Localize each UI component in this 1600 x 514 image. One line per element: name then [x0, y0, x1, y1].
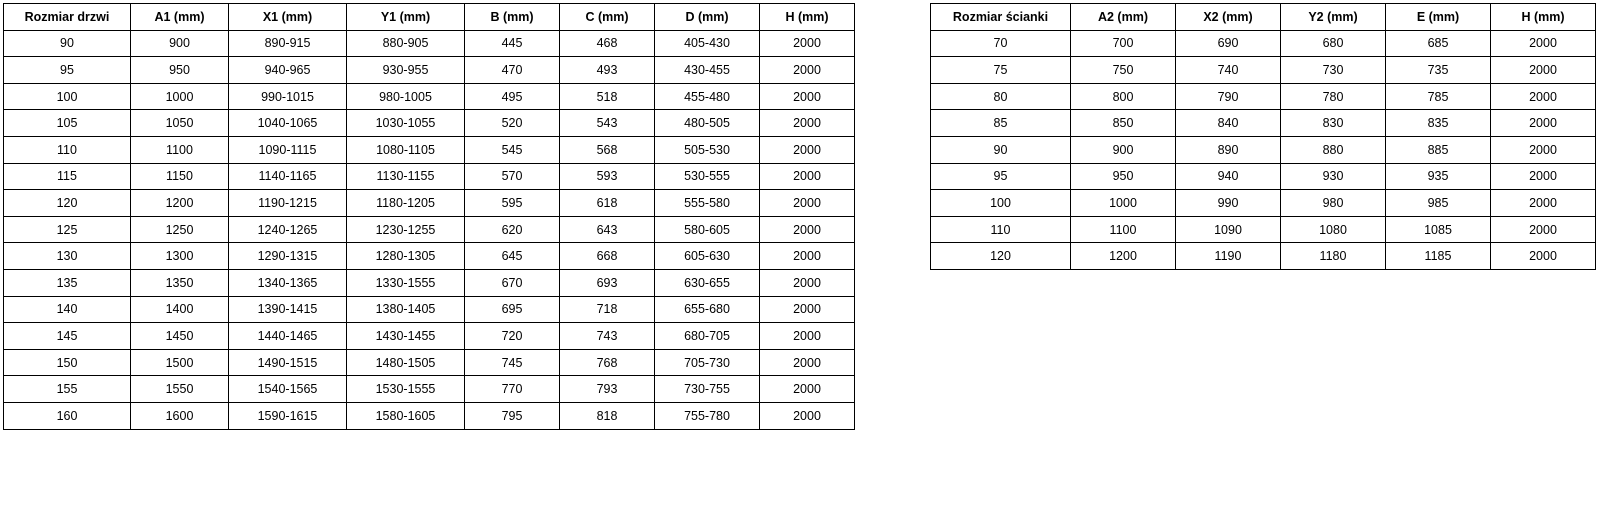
walls-cell: 120 [931, 243, 1071, 270]
table-row [931, 110, 1596, 137]
doors-cell: 2000 [760, 190, 855, 217]
doors-table-body [4, 30, 855, 429]
doors-cell: 580-605 [655, 216, 760, 243]
doors-cell: 693 [560, 269, 655, 296]
walls-column-header: E (mm) [1386, 4, 1491, 31]
doors-cell: 140 [4, 296, 131, 323]
table-row [931, 30, 1596, 57]
doors-cell: 950 [131, 57, 229, 84]
doors-cell: 2000 [760, 376, 855, 403]
walls-cell: 110 [931, 216, 1071, 243]
table-row [931, 163, 1596, 190]
doors-cell: 470 [465, 57, 560, 84]
doors-cell: 1100 [131, 136, 229, 163]
doors-cell: 405-430 [655, 30, 760, 57]
doors-cell: 940-965 [229, 57, 347, 84]
walls-cell: 1090 [1176, 216, 1281, 243]
doors-cell: 670 [465, 269, 560, 296]
doors-cell: 2000 [760, 269, 855, 296]
doors-cell: 930-955 [347, 57, 465, 84]
doors-cell: 1390-1415 [229, 296, 347, 323]
walls-cell: 2000 [1491, 190, 1596, 217]
walls-cell: 685 [1386, 30, 1491, 57]
table-row [931, 57, 1596, 84]
walls-cell: 1190 [1176, 243, 1281, 270]
walls-cell: 2000 [1491, 57, 1596, 84]
doors-column-header: Rozmiar drzwi [4, 4, 131, 31]
doors-cell: 115 [4, 163, 131, 190]
doors-cell: 1240-1265 [229, 216, 347, 243]
doors-cell: 1480-1505 [347, 349, 465, 376]
doors-cell: 730-755 [655, 376, 760, 403]
doors-cell: 1500 [131, 349, 229, 376]
doors-cell: 1140-1165 [229, 163, 347, 190]
doors-cell: 630-655 [655, 269, 760, 296]
walls-cell: 2000 [1491, 136, 1596, 163]
table-row [4, 349, 855, 376]
walls-cell: 800 [1071, 83, 1176, 110]
doors-cell: 1290-1315 [229, 243, 347, 270]
doors-column-header: B (mm) [465, 4, 560, 31]
doors-cell: 1580-1605 [347, 402, 465, 429]
walls-cell: 880 [1281, 136, 1386, 163]
doors-cell: 2000 [760, 30, 855, 57]
walls-table-body [931, 30, 1596, 269]
doors-cell: 505-530 [655, 136, 760, 163]
doors-cell: 150 [4, 349, 131, 376]
table-row [4, 296, 855, 323]
walls-cell: 780 [1281, 83, 1386, 110]
walls-cell: 80 [931, 83, 1071, 110]
walls-cell: 1000 [1071, 190, 1176, 217]
doors-cell: 1180-1205 [347, 190, 465, 217]
walls-cell: 2000 [1491, 216, 1596, 243]
walls-column-header: Rozmiar ścianki [931, 4, 1071, 31]
table-row [4, 269, 855, 296]
doors-cell: 1040-1065 [229, 110, 347, 137]
doors-cell: 1380-1405 [347, 296, 465, 323]
table-row [931, 136, 1596, 163]
walls-cell: 790 [1176, 83, 1281, 110]
walls-cell: 850 [1071, 110, 1176, 137]
walls-cell: 680 [1281, 30, 1386, 57]
walls-cell: 2000 [1491, 110, 1596, 137]
doors-cell: 680-705 [655, 323, 760, 350]
walls-cell: 1185 [1386, 243, 1491, 270]
walls-cell: 890 [1176, 136, 1281, 163]
doors-cell: 555-580 [655, 190, 760, 217]
doors-cell: 1280-1305 [347, 243, 465, 270]
doors-cell: 1030-1055 [347, 110, 465, 137]
table-row [4, 376, 855, 403]
doors-cell: 495 [465, 83, 560, 110]
walls-cell: 1080 [1281, 216, 1386, 243]
doors-cell: 130 [4, 243, 131, 270]
walls-cell: 950 [1071, 163, 1176, 190]
walls-cell: 90 [931, 136, 1071, 163]
doors-cell: 1400 [131, 296, 229, 323]
doors-cell: 668 [560, 243, 655, 270]
table-row [4, 83, 855, 110]
walls-cell: 690 [1176, 30, 1281, 57]
doors-dimensions-table-container [3, 3, 855, 430]
walls-cell: 1180 [1281, 243, 1386, 270]
doors-cell: 1300 [131, 243, 229, 270]
doors-cell: 1450 [131, 323, 229, 350]
doors-cell: 718 [560, 296, 655, 323]
table-row [4, 243, 855, 270]
table-row [931, 216, 1596, 243]
doors-cell: 518 [560, 83, 655, 110]
walls-cell: 85 [931, 110, 1071, 137]
doors-cell: 95 [4, 57, 131, 84]
doors-cell: 770 [465, 376, 560, 403]
doors-column-header: H (mm) [760, 4, 855, 31]
table-row [4, 110, 855, 137]
doors-cell: 980-1005 [347, 83, 465, 110]
doors-cell: 1150 [131, 163, 229, 190]
walls-cell: 990 [1176, 190, 1281, 217]
table-row [4, 323, 855, 350]
doors-cell: 110 [4, 136, 131, 163]
doors-column-header: A1 (mm) [131, 4, 229, 31]
doors-column-header: D (mm) [655, 4, 760, 31]
doors-cell: 105 [4, 110, 131, 137]
doors-cell: 990-1015 [229, 83, 347, 110]
walls-cell: 2000 [1491, 243, 1596, 270]
table-row [4, 402, 855, 429]
doors-cell: 155 [4, 376, 131, 403]
doors-cell: 755-780 [655, 402, 760, 429]
doors-cell: 2000 [760, 243, 855, 270]
table-row [4, 136, 855, 163]
doors-cell: 445 [465, 30, 560, 57]
doors-cell: 100 [4, 83, 131, 110]
doors-cell: 1050 [131, 110, 229, 137]
walls-column-header: Y2 (mm) [1281, 4, 1386, 31]
doors-cell: 595 [465, 190, 560, 217]
walls-cell: 830 [1281, 110, 1386, 137]
doors-cell: 620 [465, 216, 560, 243]
table-row [4, 190, 855, 217]
doors-cell: 480-505 [655, 110, 760, 137]
walls-cell: 2000 [1491, 163, 1596, 190]
walls-cell: 750 [1071, 57, 1176, 84]
doors-cell: 160 [4, 402, 131, 429]
doors-cell: 1000 [131, 83, 229, 110]
doors-cell: 2000 [760, 323, 855, 350]
table-row [4, 30, 855, 57]
table-row [931, 243, 1596, 270]
doors-cell: 2000 [760, 110, 855, 137]
doors-cell: 1430-1455 [347, 323, 465, 350]
walls-cell: 940 [1176, 163, 1281, 190]
walls-cell: 735 [1386, 57, 1491, 84]
walls-cell: 1200 [1071, 243, 1176, 270]
doors-cell: 768 [560, 349, 655, 376]
table-row [931, 190, 1596, 217]
doors-cell: 593 [560, 163, 655, 190]
doors-cell: 695 [465, 296, 560, 323]
doors-cell: 493 [560, 57, 655, 84]
doors-cell: 1490-1515 [229, 349, 347, 376]
doors-cell: 618 [560, 190, 655, 217]
doors-cell: 1550 [131, 376, 229, 403]
doors-column-header: X1 (mm) [229, 4, 347, 31]
doors-cell: 1080-1105 [347, 136, 465, 163]
walls-cell: 885 [1386, 136, 1491, 163]
doors-cell: 1230-1255 [347, 216, 465, 243]
table-row [931, 83, 1596, 110]
doors-cell: 2000 [760, 136, 855, 163]
table-row [4, 216, 855, 243]
doors-cell: 120 [4, 190, 131, 217]
doors-cell: 1200 [131, 190, 229, 217]
doors-cell: 1440-1465 [229, 323, 347, 350]
walls-cell: 985 [1386, 190, 1491, 217]
doors-cell: 1590-1615 [229, 402, 347, 429]
walls-cell: 75 [931, 57, 1071, 84]
doors-cell: 1530-1555 [347, 376, 465, 403]
walls-cell: 700 [1071, 30, 1176, 57]
walls-dimensions-table-container [930, 3, 1596, 270]
walls-cell: 1100 [1071, 216, 1176, 243]
doors-cell: 655-680 [655, 296, 760, 323]
doors-cell: 2000 [760, 83, 855, 110]
doors-cell: 2000 [760, 402, 855, 429]
doors-cell: 605-630 [655, 243, 760, 270]
walls-dimensions-table [930, 3, 1596, 270]
walls-cell: 930 [1281, 163, 1386, 190]
doors-cell: 1090-1115 [229, 136, 347, 163]
doors-cell: 1340-1365 [229, 269, 347, 296]
doors-cell: 890-915 [229, 30, 347, 57]
doors-cell: 1540-1565 [229, 376, 347, 403]
doors-cell: 468 [560, 30, 655, 57]
walls-cell: 785 [1386, 83, 1491, 110]
walls-cell: 980 [1281, 190, 1386, 217]
doors-cell: 745 [465, 349, 560, 376]
doors-cell: 795 [465, 402, 560, 429]
doors-cell: 2000 [760, 349, 855, 376]
doors-cell: 880-905 [347, 30, 465, 57]
doors-cell: 455-480 [655, 83, 760, 110]
doors-cell: 90 [4, 30, 131, 57]
walls-cell: 835 [1386, 110, 1491, 137]
table-row [4, 163, 855, 190]
table-header-row [4, 4, 855, 31]
doors-cell: 568 [560, 136, 655, 163]
doors-dimensions-table [3, 3, 855, 430]
walls-column-header: A2 (mm) [1071, 4, 1176, 31]
doors-cell: 705-730 [655, 349, 760, 376]
doors-cell: 145 [4, 323, 131, 350]
doors-column-header: Y1 (mm) [347, 4, 465, 31]
doors-cell: 818 [560, 402, 655, 429]
doors-cell: 793 [560, 376, 655, 403]
walls-cell: 1085 [1386, 216, 1491, 243]
doors-cell: 643 [560, 216, 655, 243]
doors-cell: 2000 [760, 216, 855, 243]
doors-cell: 645 [465, 243, 560, 270]
doors-column-header: C (mm) [560, 4, 655, 31]
doors-cell: 720 [465, 323, 560, 350]
doors-cell: 2000 [760, 296, 855, 323]
doors-cell: 743 [560, 323, 655, 350]
walls-column-header: H (mm) [1491, 4, 1596, 31]
doors-cell: 125 [4, 216, 131, 243]
doors-cell: 570 [465, 163, 560, 190]
doors-cell: 135 [4, 269, 131, 296]
doors-cell: 1250 [131, 216, 229, 243]
doors-cell: 1130-1155 [347, 163, 465, 190]
doors-cell: 430-455 [655, 57, 760, 84]
walls-cell: 95 [931, 163, 1071, 190]
walls-table-header [931, 4, 1596, 31]
doors-table-header [4, 4, 855, 31]
doors-cell: 545 [465, 136, 560, 163]
walls-cell: 740 [1176, 57, 1281, 84]
table-header-row [931, 4, 1596, 31]
table-row [4, 57, 855, 84]
walls-cell: 840 [1176, 110, 1281, 137]
walls-cell: 730 [1281, 57, 1386, 84]
doors-cell: 1330-1555 [347, 269, 465, 296]
doors-cell: 1350 [131, 269, 229, 296]
doors-cell: 2000 [760, 163, 855, 190]
walls-cell: 900 [1071, 136, 1176, 163]
doors-cell: 530-555 [655, 163, 760, 190]
doors-cell: 1600 [131, 402, 229, 429]
walls-column-header: X2 (mm) [1176, 4, 1281, 31]
doors-cell: 900 [131, 30, 229, 57]
walls-cell: 70 [931, 30, 1071, 57]
walls-cell: 935 [1386, 163, 1491, 190]
walls-cell: 100 [931, 190, 1071, 217]
walls-cell: 2000 [1491, 30, 1596, 57]
walls-cell: 2000 [1491, 83, 1596, 110]
doors-cell: 520 [465, 110, 560, 137]
doors-cell: 2000 [760, 57, 855, 84]
doors-cell: 543 [560, 110, 655, 137]
doors-cell: 1190-1215 [229, 190, 347, 217]
